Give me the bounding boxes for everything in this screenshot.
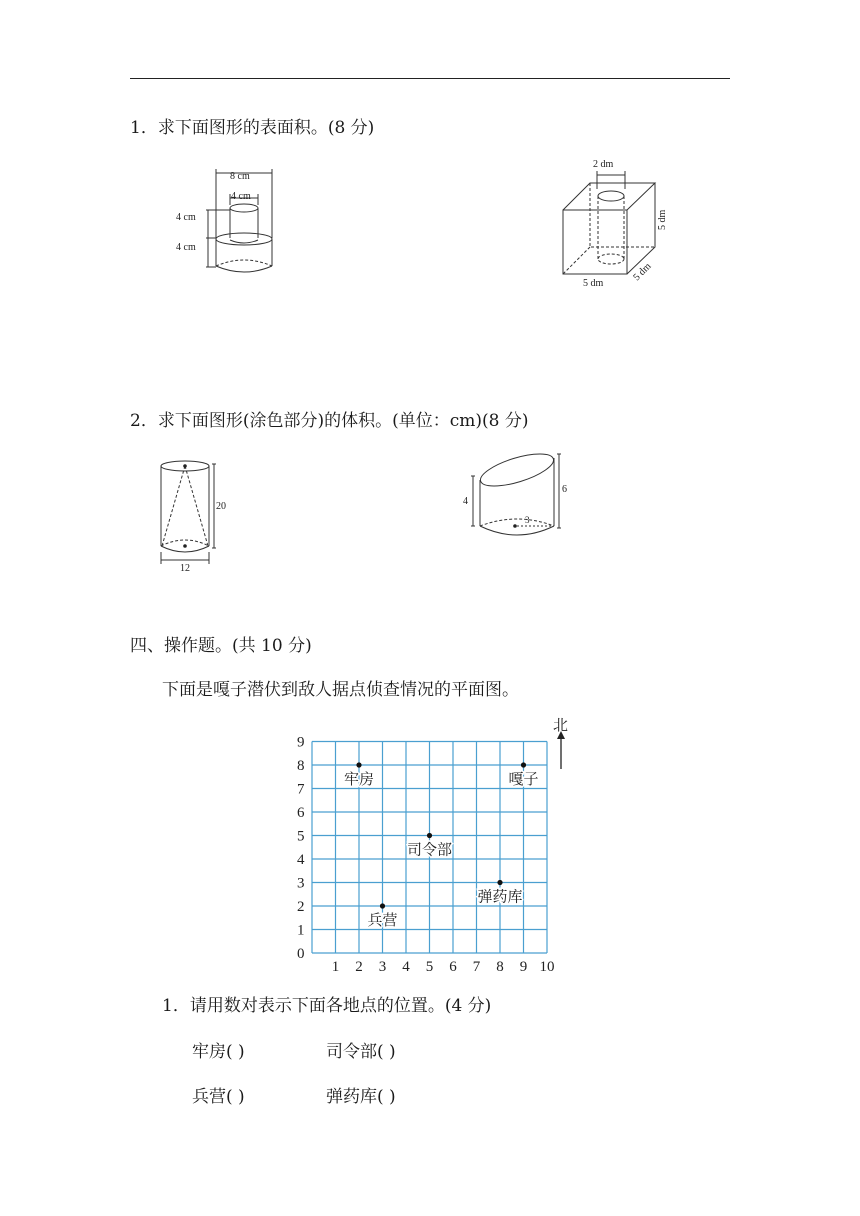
location-label: 牢房: [343, 772, 375, 788]
dim-cyl-diameter: 12: [180, 563, 190, 572]
location-label: 弹药库: [477, 889, 523, 906]
x-tick-label: 9: [519, 959, 528, 975]
y-tick-label: 2: [297, 899, 305, 915]
y-tick-label: 0: [297, 946, 305, 962]
y-tick-label: 5: [297, 828, 305, 845]
stacked-cylinder-figure: [170, 160, 290, 285]
dim-lower-height: 4 cm: [176, 242, 196, 253]
location-dot: [380, 903, 385, 908]
y-tick-label: 4: [297, 852, 305, 868]
y-tick-label: 1: [297, 922, 305, 939]
north-label: 北: [553, 718, 569, 734]
answer-headquarters: 司令部( ): [326, 1042, 396, 1062]
slanted-cylinder-figure: [455, 448, 575, 548]
y-axis-ticks: [297, 735, 305, 963]
location-dot: [356, 762, 361, 767]
section-4-intro: 下面是嘎子潜伏到敌人据点侦查情况的平面图。: [162, 680, 519, 700]
location-dot: [521, 762, 526, 767]
dim-upper-height: 4 cm: [176, 212, 196, 223]
dim-hole-width: 2 dm: [593, 159, 614, 170]
x-tick-label: 4: [402, 959, 410, 975]
answer-barracks: 兵营( ): [192, 1087, 245, 1107]
dim-long-side: 6: [562, 484, 567, 495]
location-dot: [497, 880, 502, 885]
dim-cube-height: 5 dm: [657, 209, 668, 230]
y-tick-label: 9: [297, 734, 305, 751]
section-4-title: 四、操作题。(共 10 分): [130, 636, 312, 656]
location-label: 嘎子: [508, 772, 539, 788]
location-points: [344, 762, 539, 929]
location-label: 兵营: [367, 913, 398, 929]
x-tick-label: 2: [355, 959, 363, 975]
cube-with-hole-figure: [555, 155, 685, 295]
cylinder-cone-figure: [150, 452, 240, 572]
y-tick-label: 6: [297, 805, 305, 821]
location-dot: [427, 833, 432, 838]
dim-cyl-height: 20: [216, 501, 226, 512]
question-1-text: 1．求下面图形的表面积。(8 分): [130, 118, 375, 138]
x-tick-label: 3: [378, 959, 387, 975]
answer-jail: 牢房( ): [192, 1042, 245, 1062]
north-arrow: [553, 717, 568, 769]
x-tick-label: 7: [472, 959, 481, 975]
location-label: 司令部: [406, 842, 453, 859]
x-tick-label: 1: [331, 959, 340, 975]
x-tick-label: 5: [425, 959, 434, 975]
x-tick-label: 10: [539, 959, 555, 975]
dim-cube-depth: 5 dm: [631, 261, 654, 284]
dim-short-side: 4: [463, 496, 468, 507]
answer-arsenal: 弹药库( ): [326, 1087, 396, 1107]
grid-map: [290, 715, 590, 980]
y-tick-label: 3: [297, 875, 305, 892]
y-tick-label: 8: [297, 758, 305, 774]
x-tick-label: 8: [496, 959, 504, 975]
x-axis-ticks: [332, 959, 555, 975]
dim-inner-width: 4 cm: [231, 191, 251, 202]
y-tick-label: 7: [297, 781, 305, 798]
dim-top-width: 8 cm: [230, 171, 250, 182]
dim-cube-width: 5 dm: [583, 278, 604, 289]
question-2-text: 2．求下面图形(涂色部分)的体积。(单位：cm)(8 分): [130, 411, 529, 431]
sub-question-1-text: 1．请用数对表示下面各地点的位置。(4 分): [162, 996, 492, 1016]
x-tick-label: 6: [449, 959, 457, 975]
dim-radius: 3: [525, 515, 530, 525]
top-rule: [130, 78, 730, 79]
